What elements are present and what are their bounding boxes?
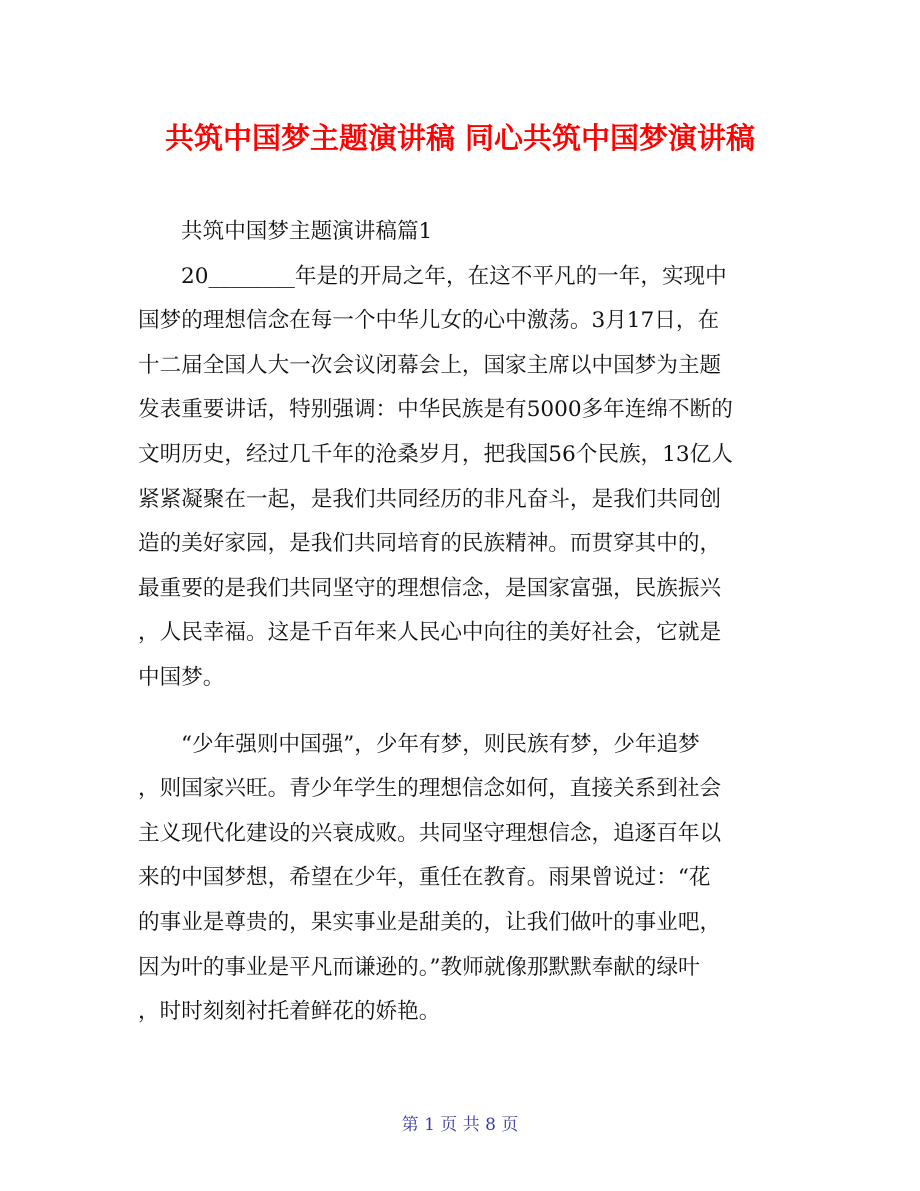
- paragraph-line: 来的中国梦想，希望在少年，重任在教育。雨果曾说过：“花: [138, 865, 711, 891]
- paragraph-line: 造的美好家园，是我们共同培育的民族精神。而贯穿其中的，: [138, 531, 722, 557]
- paragraph-line: 20________年是的开局之年，在这不平凡的一年，实现中: [181, 263, 727, 289]
- paragraph-line: ，时时刻刻衬托着鲜花的娇艳。: [138, 999, 441, 1025]
- paragraph-line: ，人民幸福。这是千百年来人民心中向往的美好社会，它就是: [138, 620, 722, 646]
- paragraph-line: “少年强则中国强”，少年有梦，则民族有梦，少年追梦: [181, 731, 700, 757]
- paragraph-line: 紧紧凝聚在一起，是我们共同经历的非凡奋斗，是我们共同创: [138, 486, 722, 512]
- paragraph-line: 发表重要讲话，特别强调：中华民族是有5000多年连绵不断的: [138, 397, 733, 423]
- paragraph-line: 因为叶的事业是平凡而谦逊的。”教师就像那默默奉献的绿叶: [138, 954, 700, 980]
- paragraph-line: 主义现代化建设的兴衰成败。共同坚守理想信念，追逐百年以: [138, 820, 722, 846]
- document-body: [138, 210, 786, 1035]
- paragraph-1: [138, 255, 786, 701]
- paragraph-line: 十二届全国人大一次会议闭幕会上，国家主席以中国梦为主题: [138, 352, 722, 378]
- paragraph-line: 文明历史，经过几千年的沧桑岁月，把我国56个民族，13亿人: [138, 441, 733, 467]
- paragraph-spacer: [138, 701, 786, 723]
- paragraph-line: 的事业是尊贵的，果实事业是甜美的，让我们做叶的事业吧，: [138, 909, 722, 935]
- paragraph-line: 最重要的是我们共同坚守的理想信念，是国家富强，民族振兴: [138, 575, 722, 601]
- paragraph-2: [138, 723, 786, 1035]
- section-heading: 共筑中国梦主题演讲稿篇1: [181, 219, 433, 244]
- paragraph-line: ，则国家兴旺。青少年学生的理想信念如何，直接关系到社会: [138, 776, 722, 802]
- document-title: 共筑中国梦主题演讲稿 同心共筑中国梦演讲稿: [164, 121, 756, 155]
- paragraph-line: 国梦的理想信念在每一个中华儿女的心中激荡。3月17日，在: [138, 308, 720, 334]
- page-number-footer: 第 1 页 共 8 页: [401, 1115, 519, 1135]
- paragraph-line: 中国梦。: [138, 664, 225, 690]
